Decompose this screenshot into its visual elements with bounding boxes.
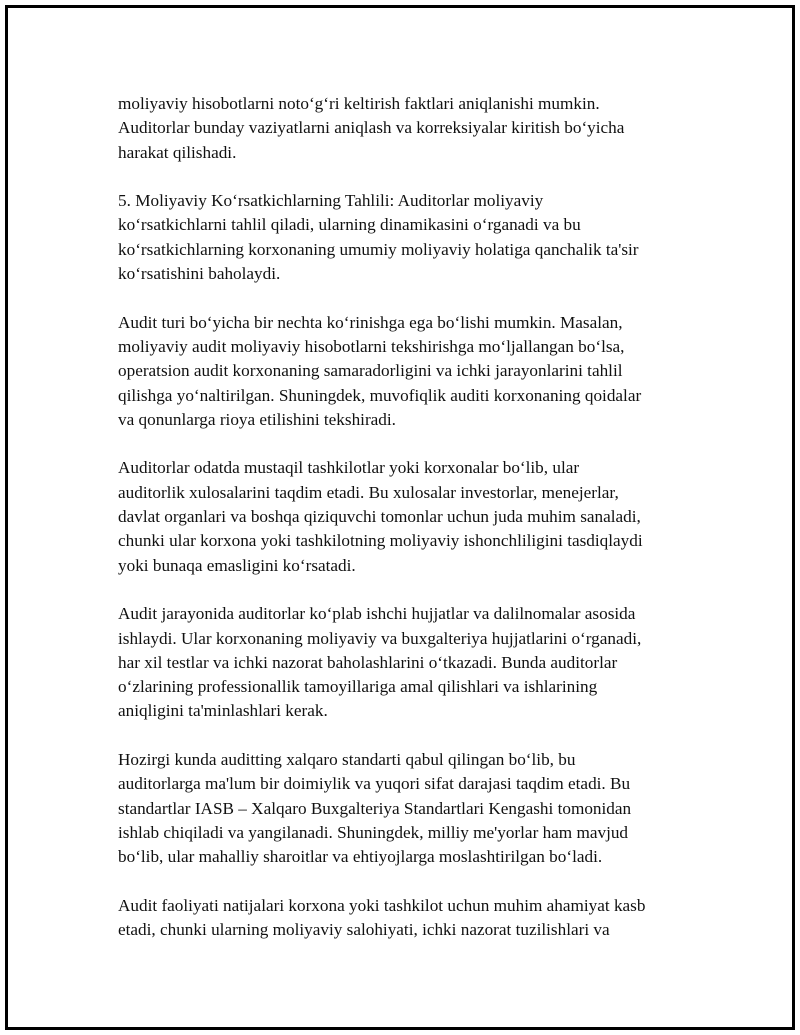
- text-line: Audit turi bo‘yicha bir nechta ko‘rinishga ega bo‘lishi mumkin. Masalan,: [118, 312, 623, 332]
- document-body: [118, 92, 698, 967]
- text-line: ko‘rsatishini baholaydi.: [118, 264, 281, 284]
- text-line: o‘zlarining professionallik tamoyillariga amal qilishlari va ishlarining: [118, 677, 598, 697]
- paragraph: [118, 92, 698, 165]
- paragraph: [118, 189, 698, 286]
- paragraph: [118, 894, 698, 943]
- text-line: Hozirgi kunda auditting xalqaro standarti qabul qilingan bo‘lib, bu: [118, 750, 576, 770]
- text-line: davlat organlari va boshqa qiziquvchi tomonlar uchun juda muhim sanaladi,: [118, 507, 641, 527]
- text-line: harakat qilishadi.: [118, 142, 237, 162]
- paragraph: [118, 456, 698, 577]
- text-line: Audit jarayonida auditorlar ko‘plab ishchi hujjatlar va dalilnomalar asosida: [118, 604, 636, 624]
- paragraph: [118, 748, 698, 869]
- text-line: operatsion audit korxonaning samaradorligini va ichki jarayonlarini tahlil: [118, 361, 623, 381]
- text-line: etadi, chunki ularning moliyaviy salohiyati, ichki nazorat tuzilishlari va: [118, 920, 610, 940]
- text-line: 5. Moliyaviy Ko‘rsatkichlarning Tahlili: Auditorlar moliyaviy: [118, 191, 544, 211]
- text-line: moliyaviy audit moliyaviy hisobotlarni tekshirishga mo‘ljallangan bo‘lsa,: [118, 336, 625, 356]
- text-line: ishlab chiqiladi va yangilanadi. Shuningdek, milliy me'yorlar ham mavjud: [118, 822, 629, 842]
- text-line: standartlar IASB – Xalqaro Buxgalteriya Standartlari Kengashi tomonidan: [118, 798, 632, 818]
- text-line: bo‘lib, ular mahalliy sharoitlar va ehtiyojlarga moslashtirilgan bo‘ladi.: [118, 847, 603, 867]
- text-line: aniqligini ta'minlashlari kerak.: [118, 701, 328, 721]
- text-line: auditorlarga ma'lum bir doimiylik va yuqori sifat darajasi taqdim etadi. Bu: [118, 774, 631, 794]
- text-line: Auditorlar odatda mustaqil tashkilotlar yoki korxonalar bo‘lib, ular: [118, 458, 580, 478]
- paragraph: [118, 311, 698, 432]
- paragraph: [118, 602, 698, 723]
- text-line: ko‘rsatkichlarni tahlil qiladi, ularning dinamikasini o‘rganadi va bu: [118, 215, 581, 235]
- text-line: qilishga yo‘naltirilgan. Shuningdek, muvofiqlik auditi korxonaning qoidalar: [118, 385, 642, 405]
- text-line: moliyaviy hisobotlarni noto‘g‘ri keltirish faktlari aniqlanishi mumkin.: [118, 94, 600, 113]
- text-line: chunki ular korxona yoki tashkilotning moliyaviy ishonchliligini tasdiqlaydi: [118, 531, 643, 551]
- text-line: Auditorlar bunday vaziyatlarni aniqlash va korreksiyalar kiritish bo‘yicha: [118, 118, 625, 138]
- text-line: har xil testlar va ichki nazorat baholashlarini o‘tkazadi. Bunda auditorlar: [118, 652, 618, 672]
- text-line: Audit faoliyati natijalari korxona yoki tashkilot uchun muhim ahamiyat kasb: [118, 895, 646, 915]
- text-line: ko‘rsatkichlarning korxonaning umumiy moliyaviy holatiga qanchalik ta'sir: [118, 239, 639, 259]
- text-line: va qonunlarga rioya etilishini tekshiradi.: [118, 409, 396, 429]
- text-line: yoki bunaqa emasligini ko‘rsatadi.: [118, 555, 356, 575]
- text-line: ishlaydi. Ular korxonaning moliyaviy va buxgalteriya hujjatlarini o‘rganadi,: [118, 628, 642, 648]
- text-line: auditorlik xulosalarini taqdim etadi. Bu xulosalar investorlar, menejerlar,: [118, 482, 619, 502]
